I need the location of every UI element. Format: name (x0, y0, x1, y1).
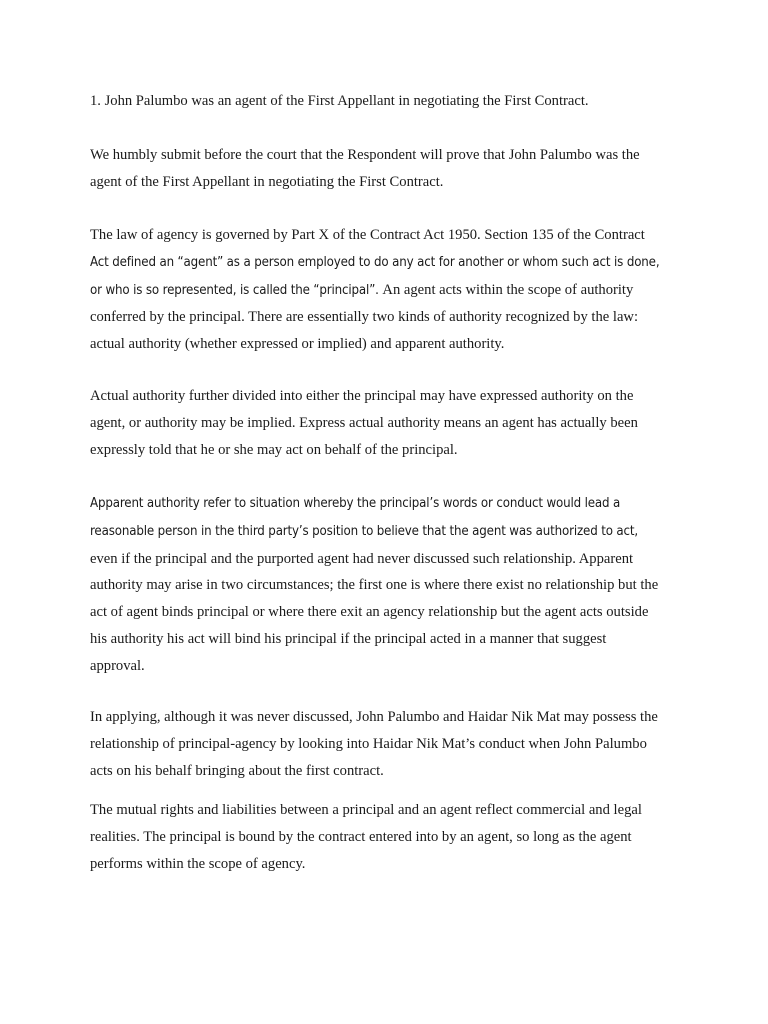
apparent-rest: even if the principal and the purported agent had never discussed such relationship. Apparent authority may arise in two circumstances; the first one is where there exist no relationship but the act of agent binds principal or where there exit an agency relationship but the agent acts outside his authority his act will bind his principal if the principal acted in a manner that suggest approval. (90, 550, 659, 674)
law-rest: conferred by the principal. There are essentially two kinds of authority recognized by the law: actual authority (whether expressed or implied) and apparent authority. (90, 309, 639, 353)
submission-paragraph (90, 142, 690, 196)
mutual-rights-text: The mutual rights and liabilities between a principal and an agent reflect commercial and legal realities. The principal is bound by the contract entered into by an agent, so long as the agent performs within the scope of agency. (90, 802, 642, 872)
actual-authority-paragraph (90, 383, 690, 463)
law-of-agency-paragraph (90, 222, 690, 358)
law-line-3a: or who is so represented, is called the “principal”. (90, 282, 383, 298)
heading-paragraph (90, 88, 690, 115)
law-line-1: The law of agency is governed by Part X of the Contract Act 1950. Section 135 of the Contract (90, 227, 645, 243)
heading-text: 1. John Palumbo was an agent of the First Appellant in negotiating the First Contract. (90, 93, 589, 109)
submission-text: We humbly submit before the court that the Respondent will prove that John Palumbo was the agent of the First Appellant in negotiating the First Contract. (90, 147, 640, 190)
actual-authority-text: Actual authority further divided into either the principal may have expressed authority on the agent, or authority may be implied. Express actual authority means an agent has actually been expressly told that he or she may act on behalf of the principal. (90, 388, 638, 458)
mutual-rights-paragraph (90, 797, 690, 877)
apparent-authority-paragraph (90, 490, 690, 680)
law-line-3b: An agent acts within the scope of authority (382, 281, 634, 298)
apparent-line-1: Apparent authority refer to situation whereby the principal’s words or conduct would lead a (90, 496, 621, 511)
apparent-line-2: reasonable person in the third party’s position to believe that the agent was authorized to act, (90, 523, 639, 539)
law-line-2: Act defined an “agent” as a person employed to do any act for another or whom such act is done, (90, 254, 660, 270)
applying-text: In applying, although it was never discussed, John Palumbo and Haidar Nik Mat may possess the relationship of principal-agency by looking into Haidar Nik Mat’s conduct when John Palumbo acts on his behalf bringing about the first contract. (90, 709, 658, 779)
applying-paragraph (90, 704, 690, 784)
